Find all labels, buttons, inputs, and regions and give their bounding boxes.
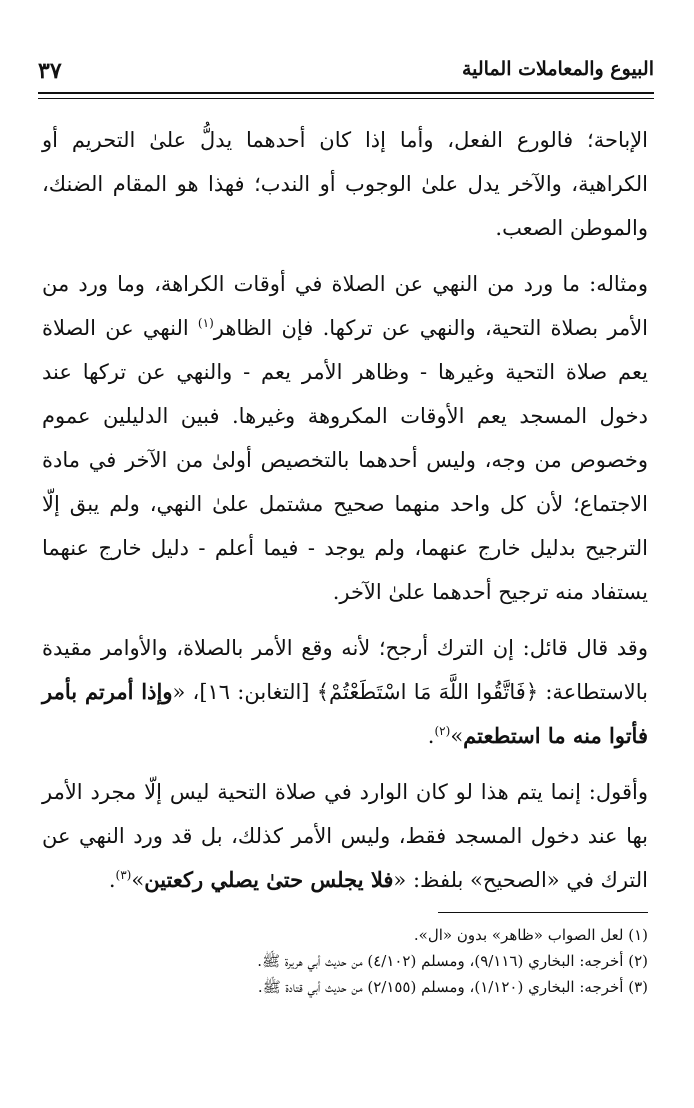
paragraph-4 <box>42 770 648 902</box>
paragraph-1-text: الإباحة؛ فالورع الفعل، وأما إذا كان أحدهما يدلُّ علىٰ التحريم أو الكراهية، والآخر يدل علىٰ الوجوب أو الندب؛ فهذا هو المقام الضنك، والموطن الصعب. <box>42 128 648 240</box>
footnote-1: (١) لعل الصواب «ظاهر» بدون «ال». <box>413 926 648 944</box>
footnote-ref-3: (٣) <box>115 868 132 882</box>
paragraph-2-text-b: النهي عن الصلاة يعم صلاة التحية وغيرها - وظاهر الأمر يعم - والنهي عن تركها عند دخول المسجد يعم الأوقات المكروهة وغيرها. فبين الدليلين عموم وخصوص من وجه، وليس أحدهما بالتخصيص أولىٰ من الآخر في مادة الاجتماع؛ لأن كل واحد منهما صحيح مشتمل علىٰ النهي، ولم يبق إلّا الترجيح بدليل خارج عنهما، ولم يوجد - فيما أعلم - دليل خارج عنهما يستفاد منه ترجيح أحدهما علىٰ الآخر. <box>42 316 648 604</box>
hadith-quote-2: فلا يجلس حتىٰ يصلي ركعتين <box>144 867 394 892</box>
paragraph-2 <box>42 262 648 614</box>
footnote-3: (٣) أخرجه: البخاري (١/١٢٠)، ومسلم (٢/١٥٥) من حديث أبي قتادة ﷺ. <box>257 978 648 996</box>
paragraph-3-text-c: . <box>427 724 435 748</box>
header-rule-thick <box>38 92 654 94</box>
header-title: البيوع والمعاملات المالية <box>461 58 654 80</box>
paragraph-3-text-a: وقد قال قائل: إن الترك أرجح؛ لأنه وقع الأمر بالصلاة، والأوامر مقيدة بالاستطاعة: ﴿فَاتَّقُوا اللَّهَ مَا اسْتَطَعْتُمْ﴾ [التغابن: ١٦]، « <box>42 636 648 704</box>
main-text <box>42 118 648 902</box>
hadith-quote-1: وإذا أمرتم بأمر فأتوا منه ما استطعتم <box>42 679 648 748</box>
paragraph-4-text-a: وأقول: إنما يتم هذا لو كان الوارد في صلاة التحية ليس إلّا مجرد الأمر بها عند دخول المسجد فقط، وليس الأمر كذلك، بل قد ورد النهي عن الترك في «الصحيح» بلفظ: « <box>42 780 648 892</box>
footnote-separator <box>438 912 648 913</box>
paragraph-1 <box>42 118 648 250</box>
footnote-ref-2: (٢) <box>434 724 451 738</box>
paragraph-4-text-c: . <box>108 868 116 892</box>
footnote-2: (٢) أخرجه: البخاري (٩/١١٦)، ومسلم (٤/١٠٢) من حديث أبي هريرة ﷺ. <box>257 952 648 970</box>
paragraph-2-text-a: ومثاله: ما ورد من النهي عن الصلاة في أوقات الكراهة، وما ورد من الأمر بصلاة التحية، والنهي عن تركها. فإن الظاهر <box>42 272 648 340</box>
paragraph-3-text-b: » <box>450 724 464 748</box>
page-number: ٣٧ <box>38 58 62 84</box>
header-rule-thin <box>38 98 654 99</box>
paragraph-4-text-b: » <box>131 868 145 892</box>
footnotes <box>42 922 648 1000</box>
running-header <box>38 58 654 90</box>
footnote-ref-1: (١) <box>197 316 214 330</box>
paragraph-3 <box>42 626 648 758</box>
